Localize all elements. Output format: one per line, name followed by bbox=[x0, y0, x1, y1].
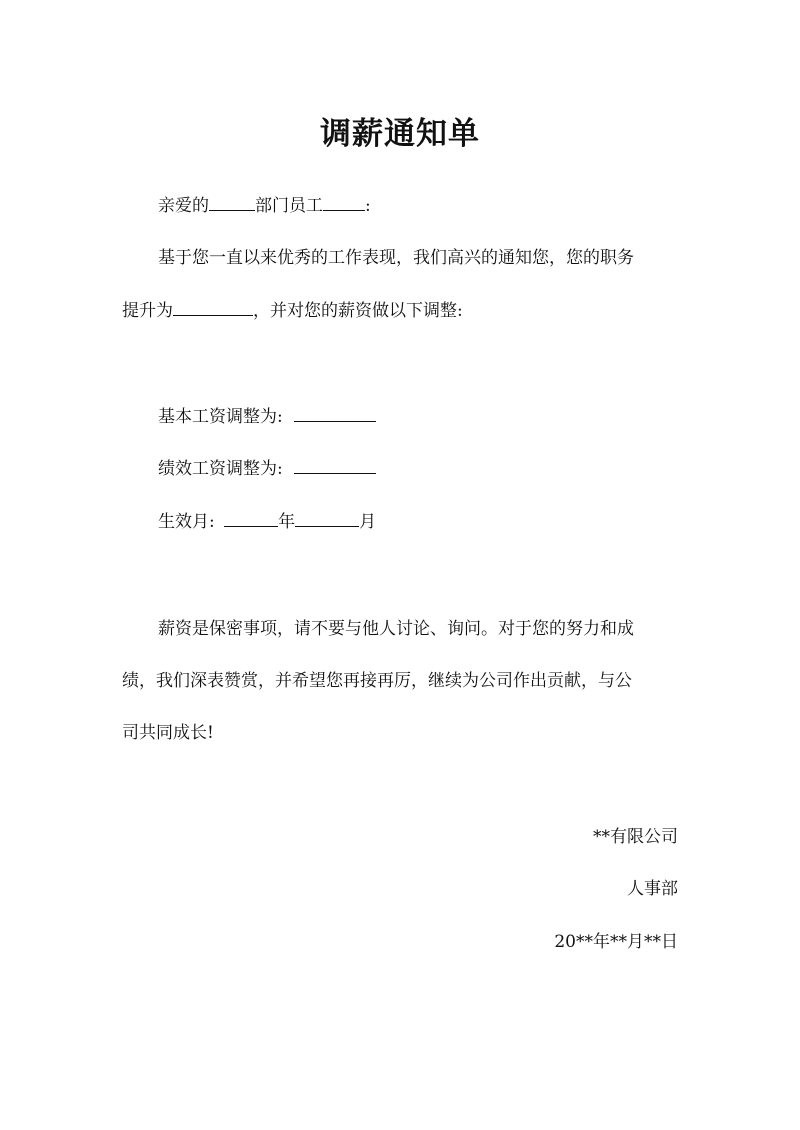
performance-salary-line bbox=[158, 457, 376, 481]
closing-line-2: 绩，我们深表赞赏，并希望您再接再厉，继续为公司作出贡献，与公 bbox=[122, 671, 632, 691]
page-title: 调薪通知单 bbox=[320, 116, 480, 152]
year-blank bbox=[224, 510, 278, 527]
name-blank bbox=[209, 194, 255, 211]
intro-line-2 bbox=[122, 299, 463, 323]
effective-month-line bbox=[158, 510, 376, 534]
closing-line-1: 薪资是保密事项，请不要与他人讨论、询问。对于您的努力和成 bbox=[158, 619, 634, 639]
intro-line-1: 基于您一直以来优秀的工作表现，我们高兴的通知您，您的职务 bbox=[158, 248, 634, 268]
base-salary-blank bbox=[294, 405, 376, 422]
greeting-prefix: 亲爱的 bbox=[158, 196, 209, 216]
promotion-suffix: ，并对您的薪资做以下调整: bbox=[253, 301, 463, 321]
promotion-prefix: 提升为 bbox=[122, 301, 173, 321]
performance-salary-blank bbox=[294, 457, 376, 474]
greeting-line bbox=[158, 194, 371, 218]
employee-blank bbox=[323, 194, 365, 211]
signature-company: **有限公司 bbox=[593, 827, 678, 847]
month-char: 月 bbox=[359, 512, 377, 532]
closing-line-3: 司共同成长! bbox=[122, 723, 214, 743]
signature-department: 人事部 bbox=[627, 879, 678, 899]
effective-label: 生效月: bbox=[158, 512, 215, 532]
performance-salary-label: 绩效工资调整为: bbox=[158, 459, 283, 479]
position-blank bbox=[173, 299, 253, 316]
month-blank bbox=[295, 510, 359, 527]
greeting-dept: 部门员工 bbox=[255, 196, 323, 216]
base-salary-line bbox=[158, 405, 376, 429]
greeting-end: : bbox=[365, 196, 371, 216]
year-char: 年 bbox=[278, 512, 296, 532]
signature-date: 20**年**月**日 bbox=[554, 932, 678, 952]
base-salary-label: 基本工资调整为: bbox=[158, 407, 283, 427]
